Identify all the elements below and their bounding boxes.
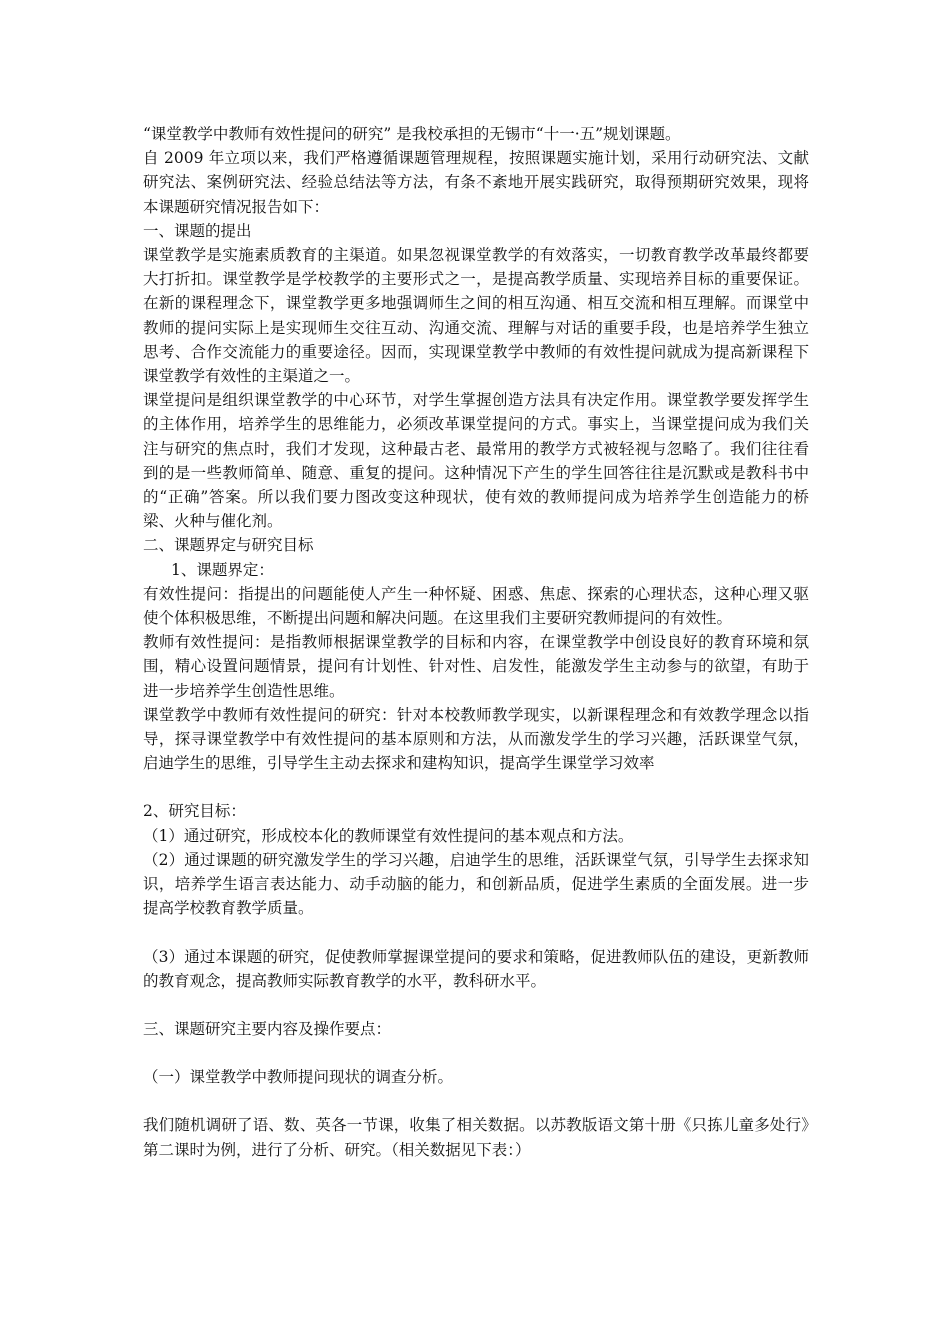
spacer xyxy=(143,1089,809,1113)
spacer xyxy=(143,1041,809,1065)
section-1-paragraph-2: 课堂提问是组织课堂教学的中心环节，对学生掌握创造方法具有决定作用。课堂教学要发挥学生的主体作用，培养学生的思维能力，必须改革课堂提问的方式。事实上，当课堂提问成为我们关注与研究的焦点时，我们才发现，这种最古老、最常用的教学方式被轻视与忽略了。我们往往看到的是一些教师简单、随意、重复的提问。这种情况下产生的学生回答往往是沉默或是教科书中的“正确”答案。所以我们要力图改变这种现状，使有效的教师提问成为培养学生创造能力的桥梁、火种与催化剂。 xyxy=(143,391,809,531)
spacer xyxy=(143,993,809,1017)
section-1-paragraph-1: 课堂教学是实施素质教育的主渠道。如果忽视课堂教学的有效落实，一切教育教学改革最终都要大打折扣。课堂教学是学校教学的主要形式之一，是提高教学质量、实现培养目标的重要保证。在新的课程理念下，课堂教学更多地强调师生之间的相互沟通、相互交流和相互理解。而课堂中教师的提问实际上是实现师生交往互动、沟通交流、理解与对话的重要手段，也是培养学生独立思考、合作交流能力的重要途径。因而，实现课堂教学中教师的有效性提问就成为提高新课程下课堂教学有效性的主渠道之一。 xyxy=(143,246,809,386)
definition-2: 教师有效性提问：是指教师根据课堂教学的目标和内容，在课堂教学中创设良好的教育环境和氛围，精心设置问题情景，提问有计划性、针对性、启发性，能激发学生主动参与的欲望，有助于进一步培养学生创造性思维。 xyxy=(143,633,809,700)
goal-1: （1）通过研究，形成校本化的教师课堂有效性提问的基本观点和方法。 xyxy=(143,826,634,845)
spacer xyxy=(143,921,809,945)
section-1-heading: 一、课题的提出 xyxy=(143,221,252,240)
section-2-heading: 二、课题界定与研究目标 xyxy=(143,536,314,555)
intro-paragraph: 自 2009 年立项以来，我们严格遵循课题管理规程，按照课题实施计划，采用行动研究法、文献研究法、案例研究法、经验总结法等方法，有条不紊地开展实践研究，取得预期研究效果，现将本课题研究情况报告如下： xyxy=(143,149,809,216)
spacer xyxy=(143,775,809,799)
section-3-heading: 三、课题研究主要内容及操作要点： xyxy=(143,1019,392,1038)
definition-1: 有效性提问：指提出的问题能使人产生一种怀疑、困惑、焦虑、探索的心理状态，这种心理又驱使个体积极思维，不断提出问题和解决问题。在这里我们主要研究教师提问的有效性。 xyxy=(143,584,809,628)
subsection-1-heading: 1、课题界定： xyxy=(171,560,274,579)
section-3-paragraph-1: 我们随机调研了语、数、英各一节课，收集了相关数据。以苏教版语文第十册《只拣儿童多处行》第二课时为例，进行了分析、研究。（相关数据见下表：） xyxy=(143,1116,809,1159)
definition-3: 课堂教学中教师有效性提问的研究：针对本校教师教学现实，以新课程理念和有效教学理念以指导，探寻课堂教学中有效性提问的基本原则和方法，从而激发学生的学习兴趣，活跃课堂气氛，启迪学生的思维，引导学生主动去探求和建构知识，提高学生课堂学习效率 xyxy=(143,705,809,773)
goal-2: （2）通过课题的研究激发学生的学习兴趣，启迪学生的思维，活跃课堂气氛，引导学生去探求知识，培养学生语言表达能力、动手动脑的能力，和创新品质，促进学生素质的全面发展。进一步提高学校教育教学质量。 xyxy=(143,850,809,918)
section-3-subheading-1: （一）课堂教学中教师提问现状的调查分析。 xyxy=(143,1068,454,1087)
intro-line-1: “课堂教学中教师有效性提问的研究” 是我校承担的无锡市“十一·五”规划课题。 xyxy=(143,125,681,143)
goal-3: （3）通过本课题的研究，促使教师掌握课堂提问的要求和策略，促进教师队伍的建设，更新教师的教育观念，提高教师实际教育教学的水平，教科研水平。 xyxy=(143,947,809,990)
document-page xyxy=(143,122,809,1162)
subsection-2-heading: 2、研究目标： xyxy=(143,802,246,821)
